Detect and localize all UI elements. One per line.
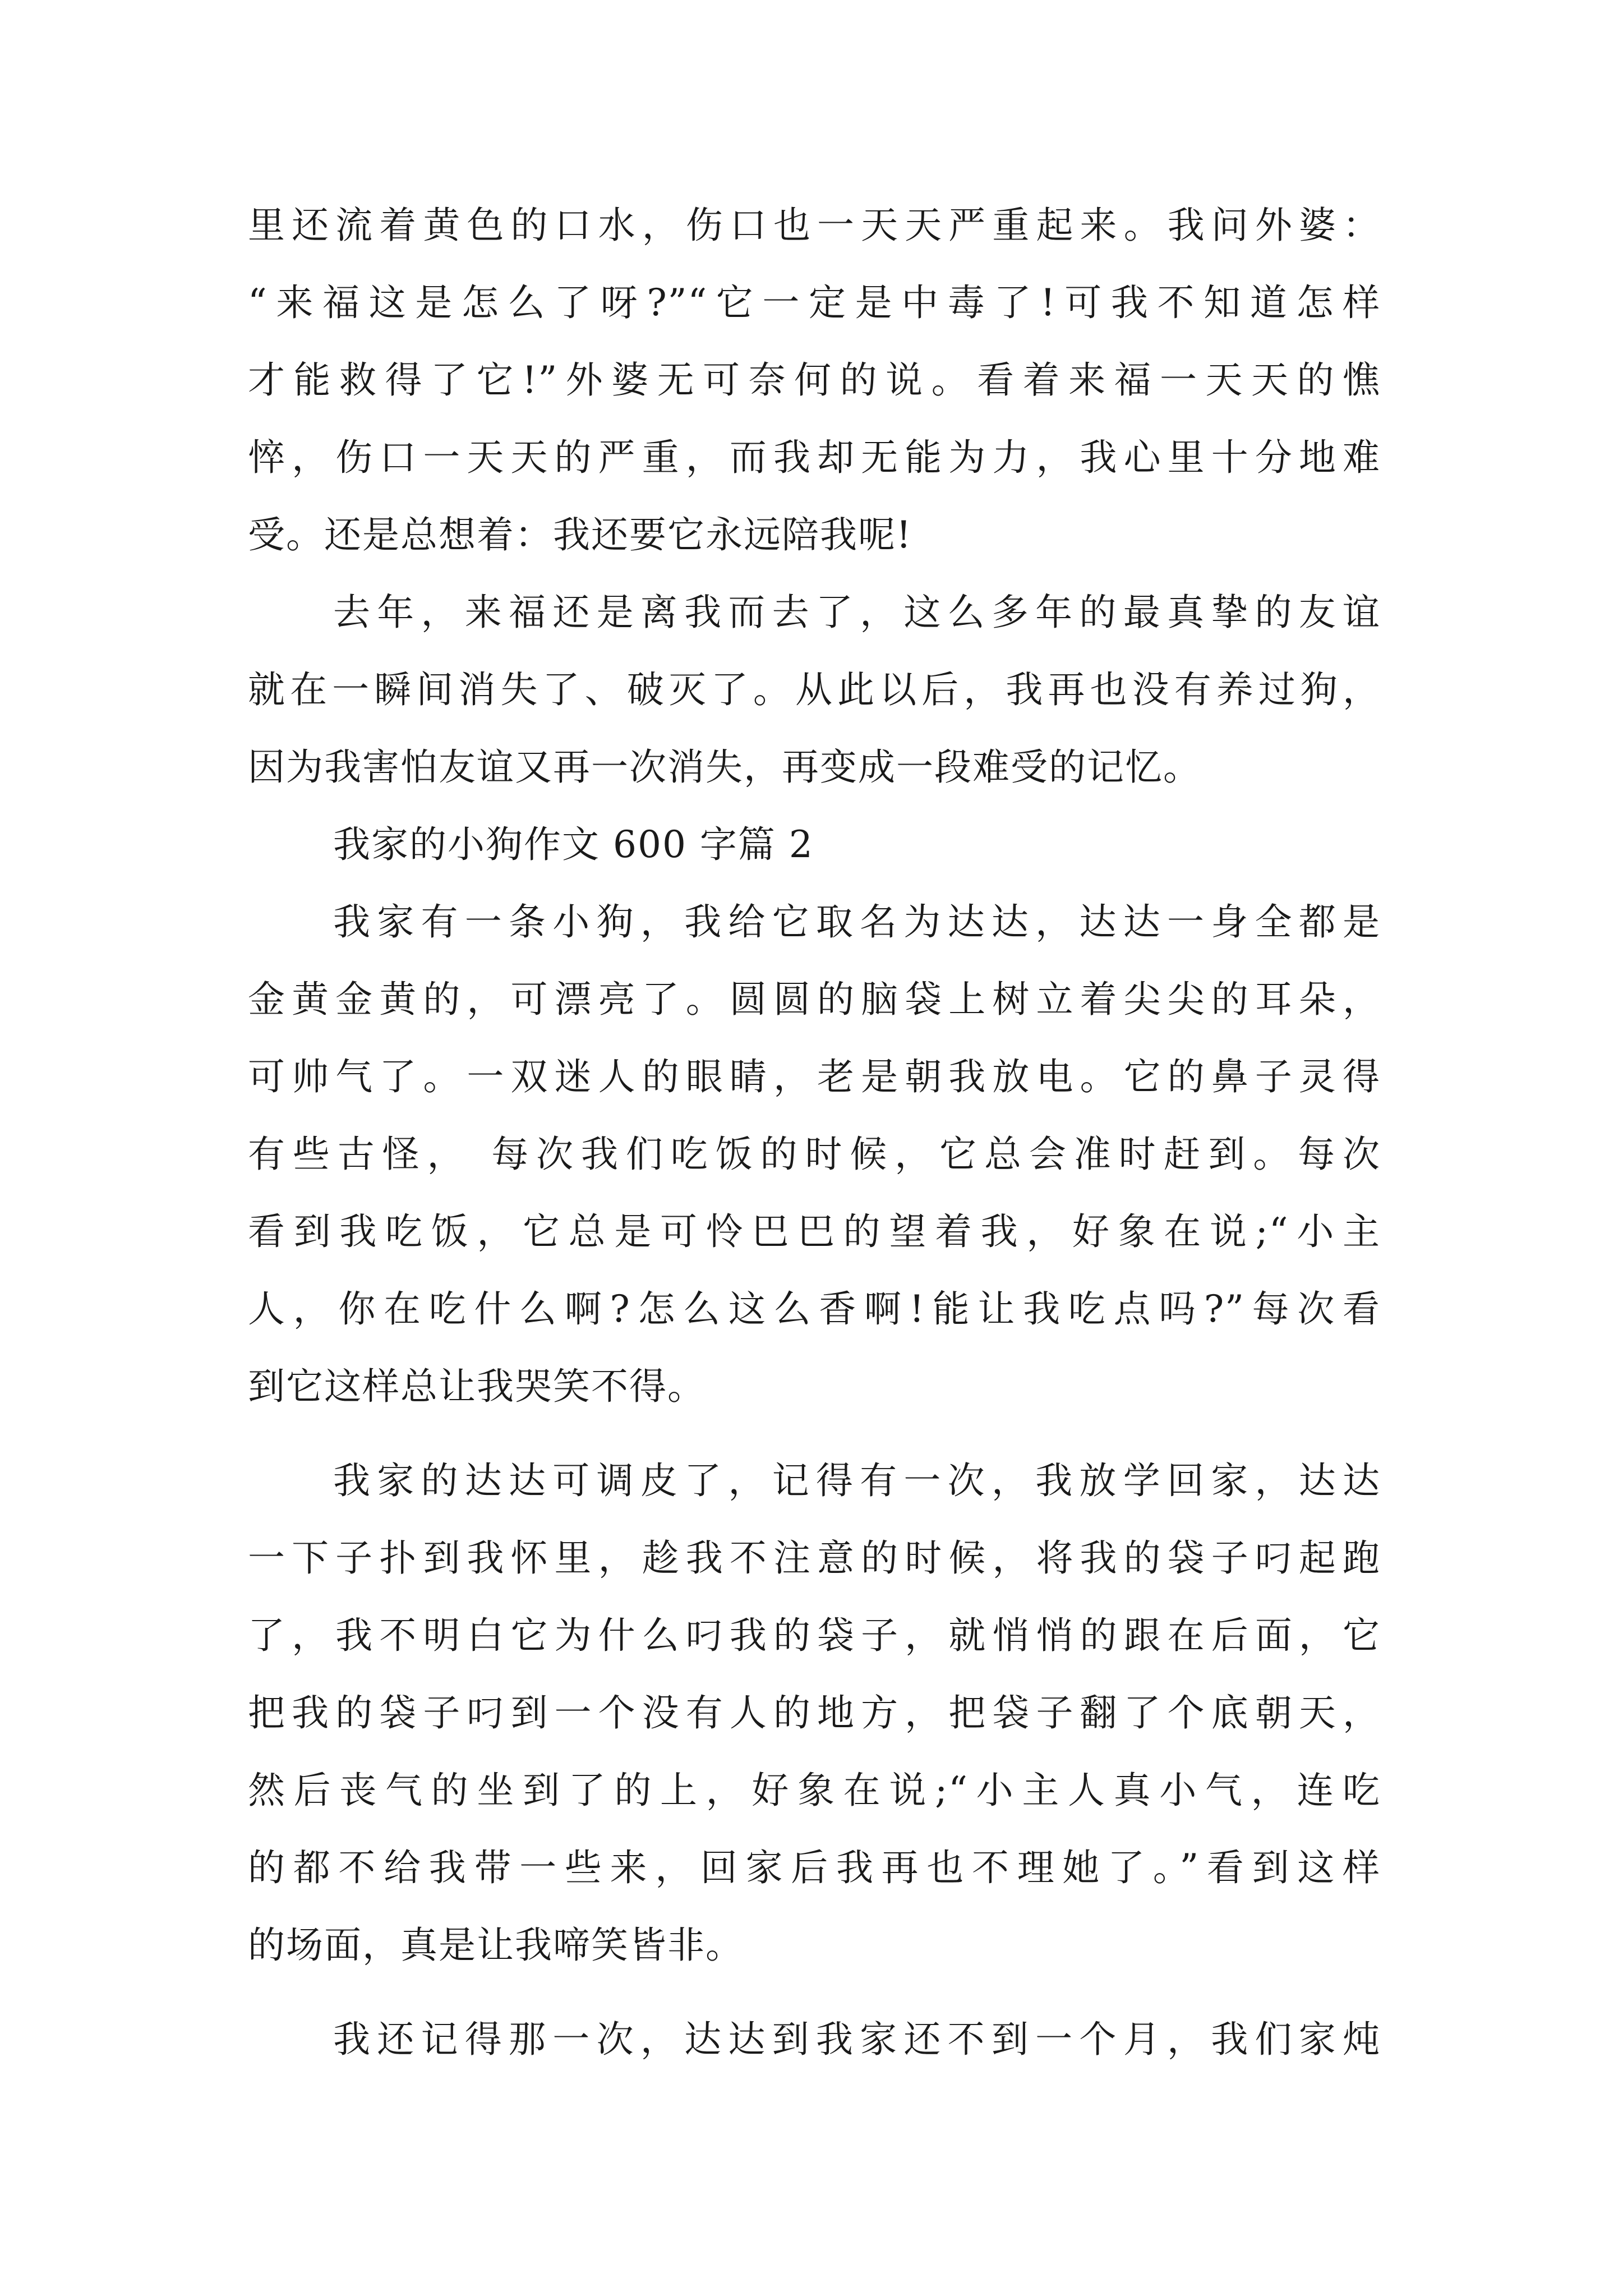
paragraph-first-line: 我家的达达可调皮了，记得有一次，我放学回家，达达 [333,1459,1381,1502]
text-line: 金黄金黄的，可漂亮了。圆圆的脑袋上树立着尖尖的耳朵， [248,978,1381,1021]
paragraph-first-line: 去年，来福还是离我而去了，这么多年的最真挚的友谊 [333,591,1381,634]
text-line: 因为我害怕友谊又再一次消失，再变成一段难受的记忆。 [248,746,1201,789]
text-line: 里还流着黄色的口水，伤口也一天天严重起来。我问外婆： [248,204,1381,247]
text-line: 受。还是总想着：我还要它永远陪我呢! [248,513,912,556]
text-line: 就在一瞬间消失了、破灭了。从此以后，我再也没有养过狗， [248,668,1381,711]
text-line: 才能救得了它!”外婆无可奈何的说。看着来福一天天的憔 [248,358,1381,402]
text-line: 了，我不明白它为什么叼我的袋子，就悄悄的跟在后面，它 [248,1614,1381,1657]
text-line: 人，你在吃什么啊?怎么这么香啊!能让我吃点吗?”每次看 [248,1287,1381,1331]
text-line: 悴，伤口一天天的严重，而我却无能为力，我心里十分地难 [248,436,1381,479]
text-line: 到它这样总让我哭笑不得。 [248,1365,706,1408]
text-line: 看到我吃饭，它总是可怜巴巴的望着我，好象在说;“小主 [248,1210,1381,1253]
text-line: 把我的袋子叼到一个没有人的地方，把袋子翻了个底朝天， [248,1691,1381,1734]
text-line: “来福这是怎么了呀?”“它一定是中毒了!可我不知道怎样 [248,281,1381,324]
paragraph-first-line: 我还记得那一次，达达到我家还不到一个月，我们家炖 [333,2018,1381,2061]
text-line: 的场面，真是让我啼笑皆非。 [248,1924,744,1967]
text-line: 一下子扑到我怀里，趁我不注意的时候，将我的袋子叼起跑 [248,1536,1381,1580]
text-line: 的都不给我带一些来，回家后我再也不理她了。”看到这样 [248,1846,1381,1889]
section-heading: 我家的小狗作文 600 字篇 2 [333,823,814,866]
text-line: 然后丧气的坐到了的上，好象在说;“小主人真小气，连吃 [248,1769,1381,1812]
text-line: 可帅气了。一双迷人的眼睛，老是朝我放电。它的鼻子灵得 [248,1055,1381,1098]
text-line: 有些古怪， 每次我们吃饭的时候，它总会准时赶到。每次 [248,1133,1381,1176]
paragraph-first-line: 我家有一条小狗，我给它取名为达达，达达一身全都是 [333,900,1381,944]
